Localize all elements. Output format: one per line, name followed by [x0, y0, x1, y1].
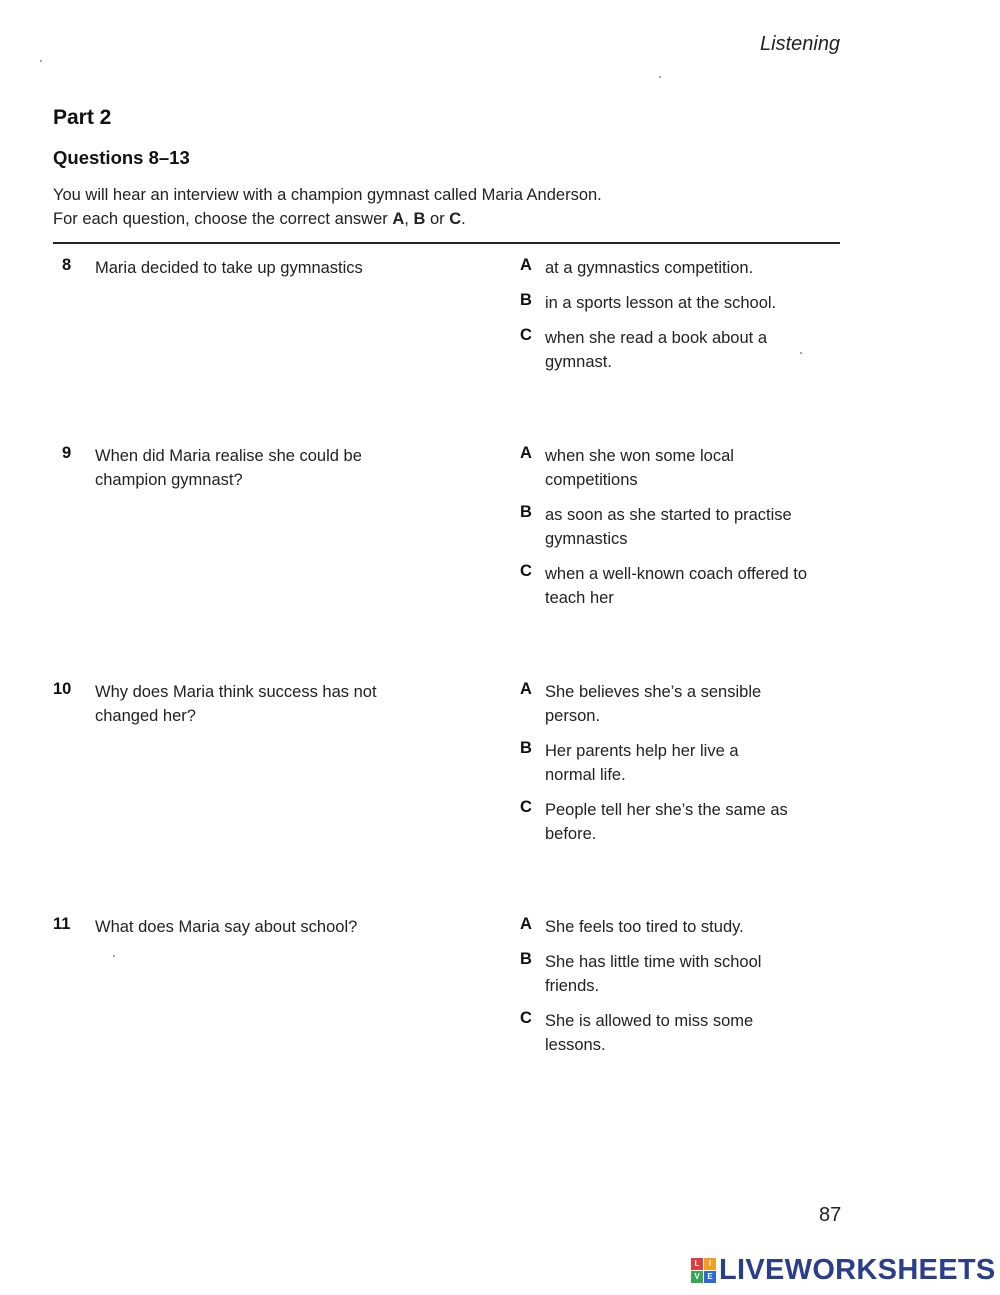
option-letter: C — [520, 562, 532, 580]
option-b[interactable] — [520, 739, 840, 787]
brand-icon-tile: E — [704, 1271, 716, 1283]
option-text: People tell her she’s the same as before. — [545, 801, 788, 843]
brand-name: LIVEWORKSHEETS — [719, 1254, 996, 1286]
question-9 — [0, 444, 1000, 644]
questions-heading: Questions 8–13 — [53, 147, 190, 168]
option-letter: B — [520, 950, 532, 968]
question-text: What does Maria say about school? — [95, 918, 358, 936]
question-text: When did Maria realise she could be champion gymnast? — [95, 447, 362, 489]
brand-icon-tile: I — [704, 1258, 716, 1270]
option-letter: B — [520, 739, 532, 757]
brand-icon-tile: L — [691, 1258, 703, 1270]
option-c[interactable] — [520, 1009, 840, 1057]
option-c[interactable] — [520, 562, 840, 610]
option-a[interactable] — [520, 444, 840, 492]
brand-grid-icon — [691, 1258, 716, 1283]
answer-options — [520, 915, 840, 1068]
answer-options — [520, 444, 840, 621]
instructions-line-2 — [53, 210, 466, 229]
option-text: She feels too tired to study. — [545, 918, 744, 936]
question-8 — [0, 256, 1000, 456]
instructions-line-1: You will hear an interview with a champion gymnast called Maria Anderson. — [53, 186, 602, 204]
option-text: at a gymnastics competition. — [545, 259, 754, 277]
option-b[interactable] — [520, 291, 840, 315]
question-number: 10 — [53, 680, 72, 698]
option-b[interactable] — [520, 950, 840, 998]
option-text: She is allowed to miss some lessons. — [545, 1012, 754, 1054]
question-number: 11 — [53, 915, 71, 933]
instructions-prefix: For each question, choose the correct answer — [53, 210, 393, 228]
option-b[interactable] — [520, 503, 840, 551]
liveworksheets-logo[interactable] — [691, 1254, 996, 1287]
question-text: Maria decided to take up gymnastics — [95, 259, 363, 277]
option-text: She believes she’s a sensible person. — [545, 683, 762, 725]
option-letter: B — [520, 291, 532, 309]
divider-rule — [53, 242, 840, 244]
section-label: Listening — [760, 33, 841, 55]
page-number: 87 — [819, 1204, 842, 1226]
answer-letter-a: A — [392, 210, 405, 228]
option-text: when she won some local competitions — [545, 447, 734, 489]
option-c[interactable] — [520, 798, 840, 846]
question-10 — [0, 680, 1000, 880]
option-text: Her parents help her live a normal life. — [545, 742, 739, 784]
instructions-separator: or — [425, 210, 450, 228]
option-letter: C — [520, 798, 532, 816]
part-title: Part 2 — [53, 106, 112, 129]
option-letter: B — [520, 503, 532, 521]
answer-letter-b: B — [413, 210, 426, 228]
option-letter: A — [520, 915, 532, 933]
option-letter: A — [520, 256, 532, 274]
option-text: as soon as she started to practise gymnastics — [545, 506, 792, 548]
brand-icon-tile: V — [691, 1271, 703, 1283]
option-letter: A — [520, 680, 532, 698]
option-letter: A — [520, 444, 532, 462]
option-text: She has little time with school friends. — [545, 953, 762, 995]
option-text: when a well-known coach offered to teach her — [545, 565, 808, 607]
answer-options — [520, 680, 840, 857]
question-text: Why does Maria think success has not changed her? — [95, 683, 377, 725]
option-text: in a sports lesson at the school. — [545, 294, 777, 312]
answer-letter-c: C — [449, 210, 462, 228]
instructions-end: . — [461, 210, 466, 228]
instructions-separator: , — [404, 210, 414, 228]
option-letter: C — [520, 326, 532, 344]
question-number: 8 — [62, 256, 72, 274]
answer-options — [520, 256, 840, 385]
question-number: 9 — [62, 444, 72, 462]
option-letter: C — [520, 1009, 532, 1027]
option-c[interactable] — [520, 326, 840, 374]
option-a[interactable] — [520, 915, 840, 939]
option-a[interactable] — [520, 680, 840, 728]
option-a[interactable] — [520, 256, 840, 280]
question-11 — [0, 915, 1000, 1115]
option-text: when she read a book about a gymnast. — [545, 329, 768, 371]
